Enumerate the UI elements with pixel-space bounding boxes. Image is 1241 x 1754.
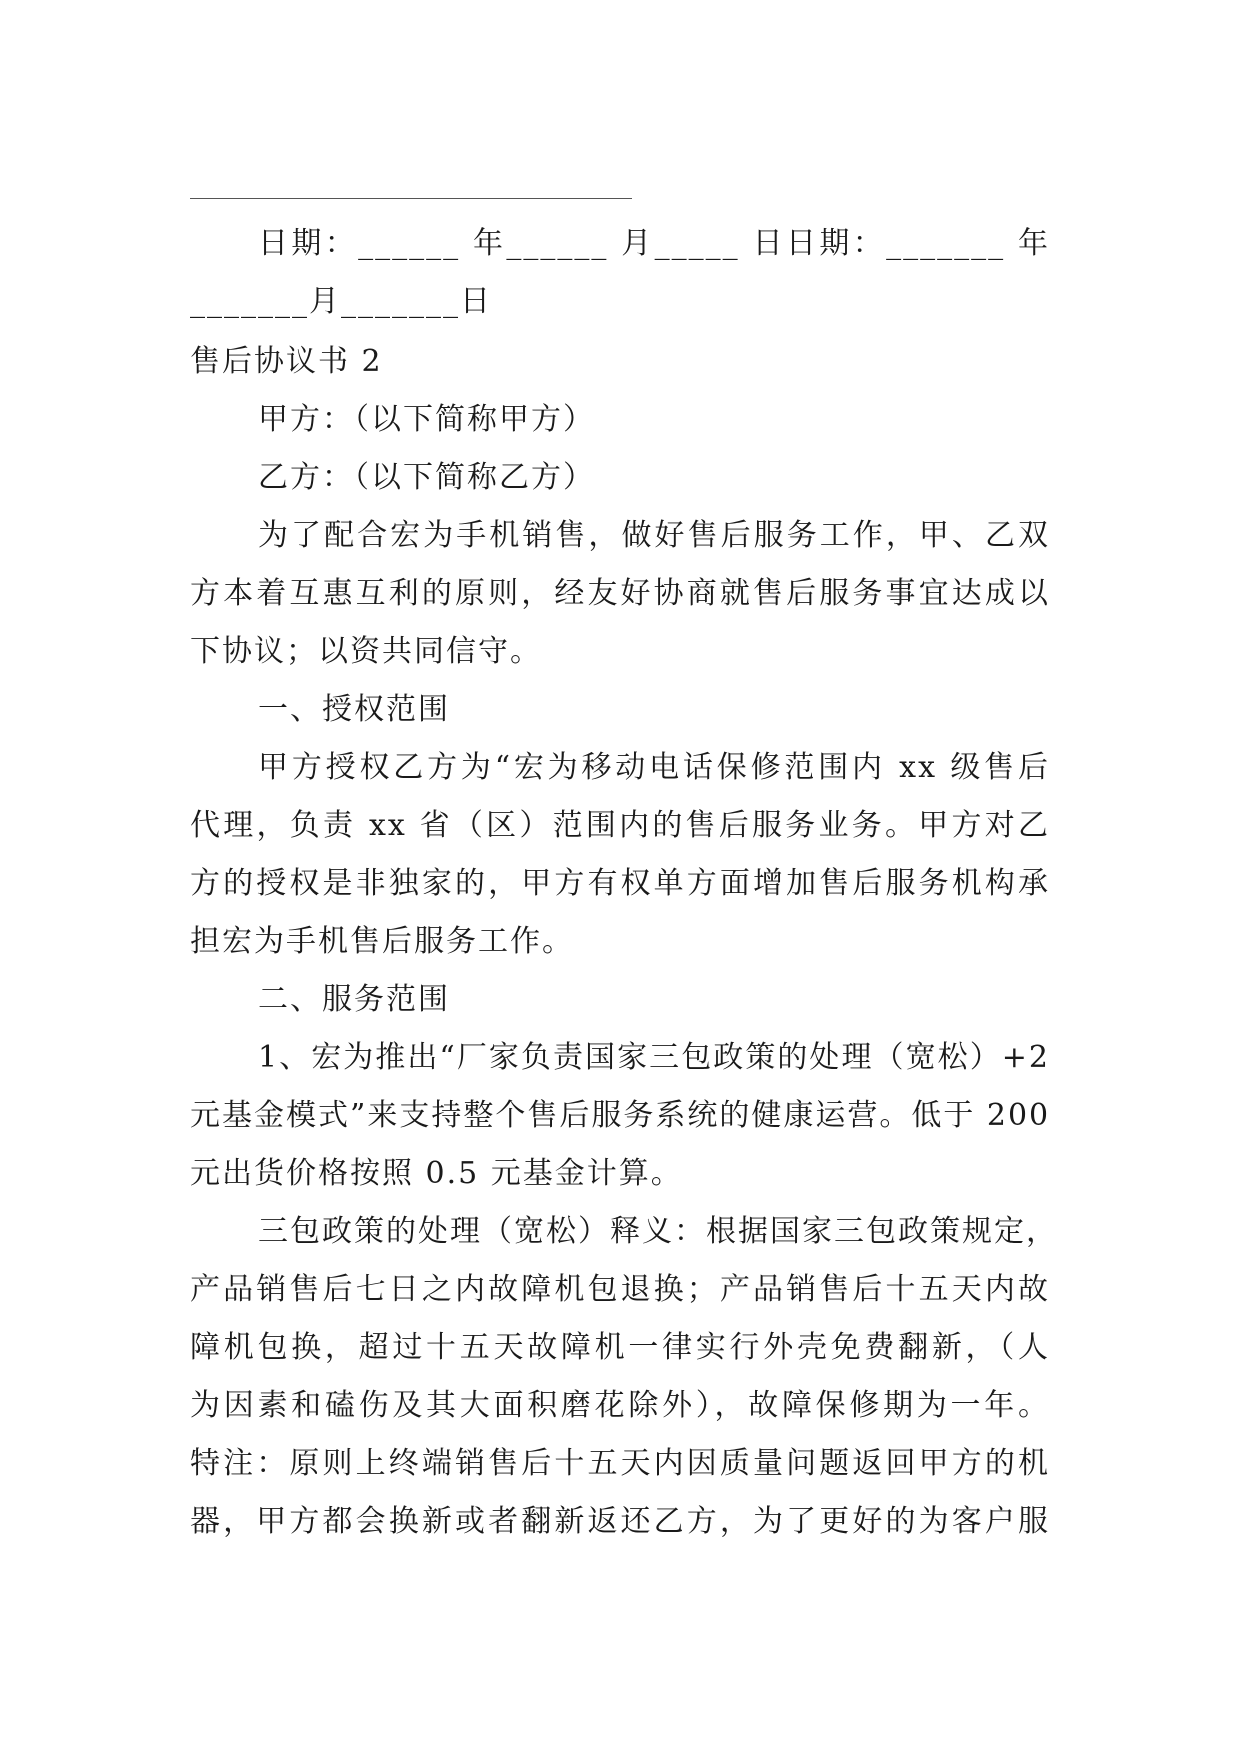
intro-line-3: 下协议；以资共同信守。: [190, 634, 542, 669]
para-3-line-4: 为因素和磕伤及其大面积磨花除外），故障保修期为一年。: [190, 1388, 1050, 1423]
para-3-line-5: 特注：原则上终端销售后十五天内因质量问题返回甲方的机: [190, 1446, 1050, 1481]
section-title: 售后协议书 2: [190, 344, 383, 379]
para-1-line-2: 代理，负责 xx 省（区）范围内的售后服务业务。甲方对乙: [190, 808, 1050, 843]
date-line-1: 日期：______ 年______ 月_____ 日日期：_______ 年: [258, 226, 1050, 261]
para-3-line-2: 产品销售后七日之内故障机包退换；产品销售后十五天内故: [190, 1272, 1050, 1307]
party-b-line: 乙方：（以下简称乙方）: [258, 460, 595, 495]
para-2-line-1: 1、宏为推出“厂家负责国家三包政策的处理（宽松）+2: [258, 1040, 1050, 1075]
intro-line-2: 方本着互惠互利的原则，经友好协商就售后服务事宜达成以: [190, 576, 1050, 611]
para-2-line-2: 元基金模式”来支持整个售后服务系统的健康运营。低于 200: [190, 1098, 1051, 1133]
para-3-line-3: 障机包换，超过十五天故障机一律实行外壳免费翻新，（人: [190, 1330, 1050, 1365]
para-1-line-1: 甲方授权乙方为“宏为移动电话保修范围内 xx 级售后: [258, 750, 1050, 785]
para-1-line-4: 担宏为手机售后服务工作。: [190, 924, 574, 959]
date-line-2: _______月_______日: [190, 284, 492, 319]
para-3-line-6: 器，甲方都会换新或者翻新返还乙方，为了更好的为客户服: [190, 1504, 1050, 1539]
para-2-line-3: 元出货价格按照 0.5 元基金计算。: [190, 1156, 683, 1191]
signature-rule: [190, 198, 632, 199]
para-1-line-3: 方的授权是非独家的，甲方有权单方面增加售后服务机构承: [190, 866, 1050, 901]
party-a-line: 甲方：（以下简称甲方）: [258, 402, 595, 437]
para-3-line-1: 三包政策的处理（宽松）释义：根据国家三包政策规定，: [258, 1214, 1058, 1249]
intro-line-1: 为了配合宏为手机销售，做好售后服务工作，甲、乙双: [258, 518, 1050, 553]
heading-authorization-scope: 一、授权范围: [258, 692, 450, 727]
heading-service-scope: 二、服务范围: [258, 982, 450, 1017]
